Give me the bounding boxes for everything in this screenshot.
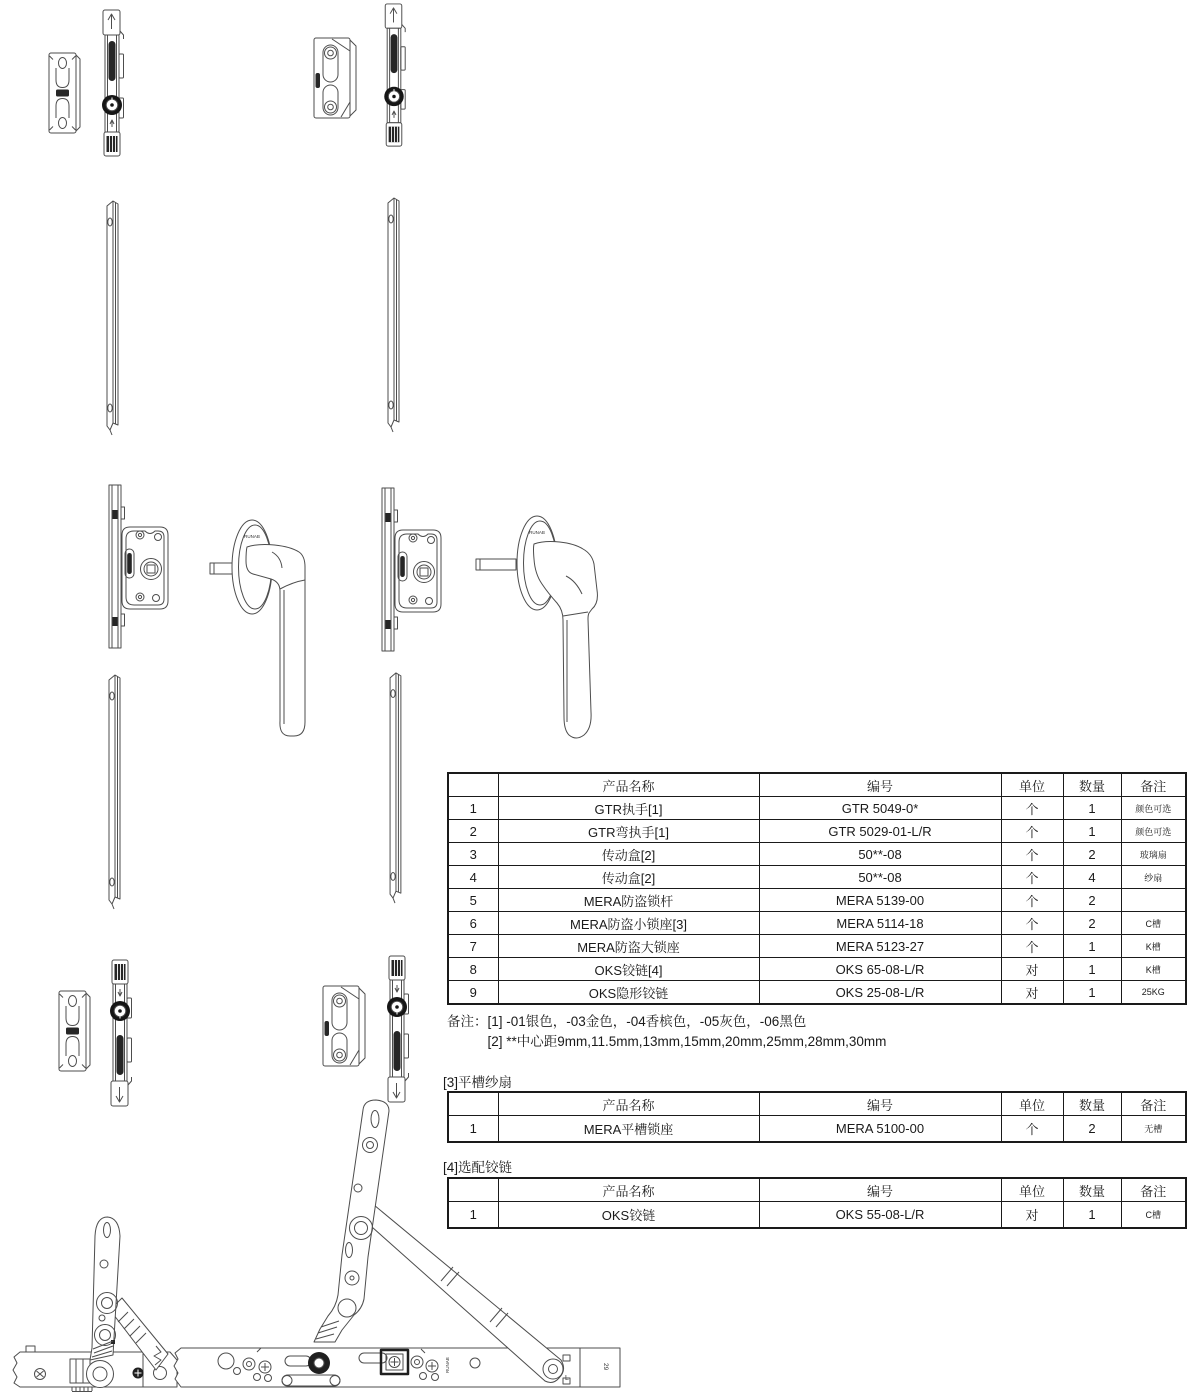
cell-code: MERA 5114-18 — [759, 912, 1001, 935]
cell-code: MERA 5100-00 — [759, 1116, 1001, 1143]
header-remark: 备注 — [1121, 773, 1186, 797]
header-unit: 单位 — [1001, 773, 1063, 797]
cell-unit: 个 — [1001, 797, 1063, 820]
header-code: 编号 — [759, 1092, 1001, 1116]
cell-name: OKS铰链[4] — [498, 958, 759, 981]
notes-label: 备注： — [447, 1014, 488, 1029]
cell-index: 1 — [448, 797, 498, 820]
cell-code: GTR 5029-01-L/R — [759, 820, 1001, 843]
cell-unit: 对 — [1001, 981, 1063, 1005]
cell-unit: 对 — [1001, 1202, 1063, 1229]
lock-bar-bottom-middle — [387, 956, 409, 1102]
cell-remark: C槽 — [1121, 912, 1186, 935]
drive-gearbox-left — [109, 485, 168, 648]
cell-remark: 颜色可选 — [1121, 820, 1186, 843]
cell-remark — [1121, 889, 1186, 912]
lock-bar-bottom-left — [110, 960, 132, 1106]
table-row — [448, 1116, 1186, 1143]
table-row — [448, 866, 1186, 889]
header-unit: 单位 — [1001, 1178, 1063, 1202]
cell-qty: 1 — [1063, 981, 1121, 1005]
table-row — [448, 912, 1186, 935]
cell-code: GTR 5049-0* — [759, 797, 1001, 820]
cell-name: OKS铰链 — [498, 1202, 759, 1229]
table-row — [448, 935, 1186, 958]
table-row — [448, 843, 1186, 866]
keeper-plate-flat-top-middle — [314, 38, 356, 118]
cell-unit: 个 — [1001, 866, 1063, 889]
cell-index: 4 — [448, 866, 498, 889]
cell-index: 8 — [448, 958, 498, 981]
keeper-plate-c-top-left — [49, 53, 80, 133]
cell-remark: 纱扇 — [1121, 866, 1186, 889]
lock-bar-top-middle — [384, 4, 405, 146]
cell-unit: 个 — [1001, 820, 1063, 843]
header-row — [448, 1092, 1186, 1116]
cell-remark: 无槽 — [1121, 1116, 1186, 1143]
header-remark: 备注 — [1121, 1178, 1186, 1202]
section3-title: [3]平槽纱扇 — [443, 1075, 513, 1090]
cell-index: 1 — [448, 1116, 498, 1143]
cell-code: MERA 5139-00 — [759, 889, 1001, 912]
cell-remark: K槽 — [1121, 935, 1186, 958]
cell-qty: 1 — [1063, 1202, 1121, 1229]
cell-index: 5 — [448, 889, 498, 912]
locking-rod-lower-left — [109, 675, 120, 909]
cell-unit: 个 — [1001, 935, 1063, 958]
table-row — [448, 889, 1186, 912]
cell-qty: 1 — [1063, 935, 1121, 958]
lock-bar-top-left — [102, 10, 124, 156]
cell-name: 传动盒[2] — [498, 866, 759, 889]
cell-unit: 个 — [1001, 889, 1063, 912]
cell-remark: K槽 — [1121, 958, 1186, 981]
table-row — [448, 797, 1186, 820]
keeper-plate-flat-bottom — [323, 986, 365, 1066]
section4-title: [4]选配铰链 — [443, 1160, 513, 1175]
cell-name: MERA平槽锁座 — [498, 1116, 759, 1143]
cell-qty: 1 — [1063, 958, 1121, 981]
cell-code: OKS 65-08-L/R — [759, 958, 1001, 981]
cell-index: 6 — [448, 912, 498, 935]
main-parts-table — [447, 772, 1187, 1005]
cell-remark: 玻璃扇 — [1121, 843, 1186, 866]
note-line: [1] -01银色，-03金色，-04香槟色，-05灰色，-06黑色 — [487, 1014, 807, 1029]
note-line: [2] **中心距9mm,11.5mm,13mm,15mm,20mm,25mm,28mm,30mm — [487, 1034, 887, 1049]
cell-qty: 1 — [1063, 797, 1121, 820]
table-row — [448, 1202, 1186, 1229]
cell-name: GTR执手[1] — [498, 797, 759, 820]
header-unit: 单位 — [1001, 1092, 1063, 1116]
cell-remark: 颜色可选 — [1121, 797, 1186, 820]
cell-code: 50**-08 — [759, 843, 1001, 866]
window-handle-bent — [476, 516, 597, 738]
cell-code: OKS 55-08-L/R — [759, 1202, 1001, 1229]
cell-index: 1 — [448, 1202, 498, 1229]
friction-hinge-small — [13, 1217, 177, 1392]
cell-name: MERA防盗锁杆 — [498, 889, 759, 912]
cell-index: 7 — [448, 935, 498, 958]
header-name: 产品名称 — [498, 1092, 759, 1116]
cell-remark: C槽 — [1121, 1202, 1186, 1229]
brand-logo: RUNAB — [529, 530, 545, 535]
hinge-side-mark: L — [565, 1375, 569, 1382]
header-row — [448, 1178, 1186, 1202]
cell-qty: 2 — [1063, 889, 1121, 912]
table-row — [448, 820, 1186, 843]
header-index — [448, 1178, 498, 1202]
header-name: 产品名称 — [498, 773, 759, 797]
cell-index: 9 — [448, 981, 498, 1005]
cell-code: 50**-08 — [759, 866, 1001, 889]
section3-table — [447, 1091, 1187, 1143]
cell-code: OKS 25-08-L/R — [759, 981, 1001, 1005]
table-notes — [447, 1012, 886, 1052]
header-index — [448, 1092, 498, 1116]
locking-rod-upper-right — [388, 198, 399, 432]
hinge-size-mark: 29 — [602, 1363, 609, 1371]
cell-qty: 2 — [1063, 912, 1121, 935]
cell-code: MERA 5123-27 — [759, 935, 1001, 958]
header-name: 产品名称 — [498, 1178, 759, 1202]
header-qty: 数量 — [1063, 1092, 1121, 1116]
cell-qty: 2 — [1063, 1116, 1121, 1143]
locking-rod-upper-left — [107, 201, 118, 435]
cell-unit: 对 — [1001, 958, 1063, 981]
cell-name: GTR弯执手[1] — [498, 820, 759, 843]
cell-qty: 2 — [1063, 843, 1121, 866]
window-handle-straight — [210, 520, 305, 736]
cell-name: MERA防盗大锁座 — [498, 935, 759, 958]
locking-rod-lower-right — [390, 673, 401, 903]
cell-index: 3 — [448, 843, 498, 866]
cell-name: OKS隐形铰链 — [498, 981, 759, 1005]
cell-unit: 个 — [1001, 843, 1063, 866]
header-index — [448, 773, 498, 797]
cell-unit: 个 — [1001, 912, 1063, 935]
header-code: 编号 — [759, 773, 1001, 797]
table-row — [448, 981, 1186, 1005]
cell-name: 传动盒[2] — [498, 843, 759, 866]
header-qty: 数量 — [1063, 773, 1121, 797]
cell-index: 2 — [448, 820, 498, 843]
friction-hinge-large — [174, 1100, 620, 1387]
table-row — [448, 958, 1186, 981]
keeper-plate-c-bottom-left — [59, 991, 90, 1071]
section4-table — [447, 1177, 1187, 1229]
header-code: 编号 — [759, 1178, 1001, 1202]
brand-logo: RUNAB — [244, 534, 260, 539]
brand-logo: RUNAB — [445, 1357, 450, 1373]
drive-gearbox-right — [382, 488, 441, 651]
header-remark: 备注 — [1121, 1092, 1186, 1116]
cell-unit: 个 — [1001, 1116, 1063, 1143]
cell-name: MERA防盗小锁座[3] — [498, 912, 759, 935]
header-qty: 数量 — [1063, 1178, 1121, 1202]
cell-remark: 25KG — [1121, 981, 1186, 1005]
cell-qty: 4 — [1063, 866, 1121, 889]
cell-qty: 1 — [1063, 820, 1121, 843]
header-row — [448, 773, 1186, 797]
